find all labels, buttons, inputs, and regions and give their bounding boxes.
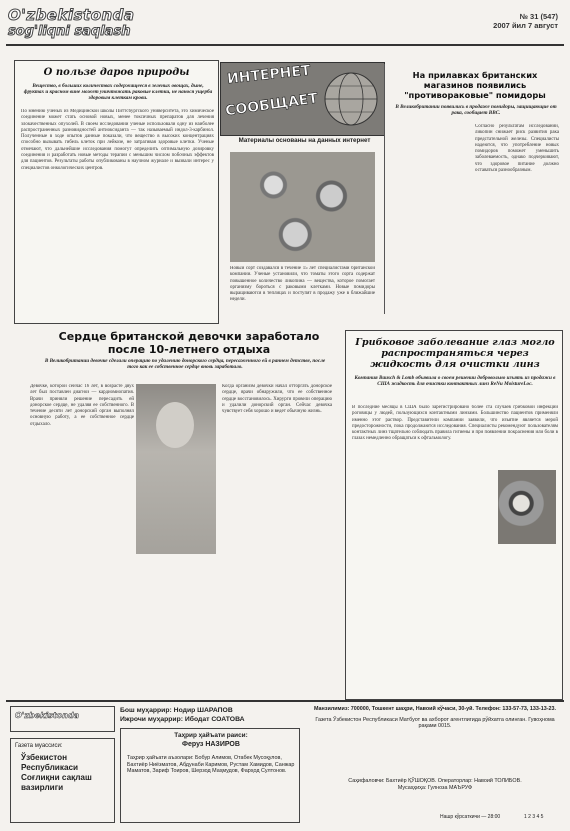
globe-icon [321,69,381,129]
tomatoes-photo [230,152,375,262]
banner-caption: Материалы основаны на данных интернет [238,137,371,144]
price-line: Нашр кўрсаткичи — 28:00 [440,814,501,820]
article-gifts-body: По мнению ученых из Медицинской школы Питтсбургского университета, это химическое соединение может стать основой новых, менее токсичных препаратов для лечения злокачественных опухолей. В своем исследовании ученые использовали одну из наиболее распространенных разновидностей антиоксиданта — так называемый индол-3-карбинол. Полученные в ходе опытов данные показали, что вещество в высоких концентрациях способно вызывать гибель клеток при лейкозе, не затрагивая здоровые клетки. Ученые отмечают, что дальнейшие исследования помогут определить оптимальную дозировку соединения и разработать новые методы терапии с меньшим числом побочных эффектов для пациентов. Результаты работы опубликованы в научном журнале и вызвали интерес у специалистов онкологических центров. [21,109,214,171]
heart-photo [136,384,216,554]
founder-lines [21,753,92,793]
article-tomatoes-body-right: Согласно результатам исследований, ликопин снижает риск развития рака предстательной железы. Специалисты надеются, что употребление новых помидоров поможет уменьшить заболеваемость, однако подчеркивают, что здоровое питание должно оставаться разнообразным. [475,124,559,174]
council-members: Таҳрир ҳайъати аъзолари: Бобур Алимов, Отабек Мусоқулов, Бахтиёр Ниёзматов, Абдунаби Каримов, Рустам Хамидов, Санжар Маматов, Зариф Тоиров, Шерзод Маҳмудов, Фарҳод Султонов. [127,755,295,775]
masthead-title: O'zbekistonda [8,6,135,24]
editorial-council [120,728,300,823]
article-fungus-title: Грибковое заболевание глаз могло распространяться через жидкость для очистки линз [355,337,555,370]
footer-address-block [306,706,564,730]
founder-line: Ўзбекистон [21,753,68,762]
footer-logo: O'zbekistonda [15,711,80,720]
article-gifts [14,60,219,324]
article-heart-lead: В Великобритании девочке сделали операцию по удалению донорского сердца, пересаженного ей в раннем детстве, после того как ее собственное сердце вновь заработало. [44,358,326,371]
article-tomatoes-lead: В Великобритании появились в продаже помидоры, защищающие от рака, сообщает BBC. [395,104,557,117]
registration: Газета Ўзбекистон Республикаси Матбуот ва ахборот агентлигида рўйхатга олинган. Гувоҳнома рақами 0015. [315,716,555,730]
masthead-rule [6,44,564,46]
deputy-editor: Ижрочи муҳаррир: Ибодат СОАТОВА [120,716,245,723]
footer-logo-box [10,706,115,732]
article-gifts-lead: Вещество, в больших количествах содержащееся в зеленых овощах, дыне, фруктах и красном вине может уничтожать раковые клетки, не нанося ущерба здоровым клеткам крови. [23,83,213,102]
internet-banner [220,62,385,136]
founder-label: Газета муассиси: [15,743,63,749]
founder-line: Республикаси [21,763,79,772]
article-tomatoes-title: На прилавках британских магазинов появились "противораковые" помидоры [404,70,546,100]
article-fungus-lead: Компания Bausch & Lomb объявила о своем решении добровольно изъять из продажи в США жидкость для очистки контактных линз ReNu MoistureLoc. [354,375,556,388]
issue-info [493,12,558,30]
issue-number: № 31 (547) [519,12,558,21]
article-gifts-title: О пользе даров природы [43,67,190,78]
article-fungus-body: В последние месяцы в США было зарегистрировано более ста случаев грибковой инфекции роговицы у людей, пользующихся контактными линзами. Большинство пациентов применяли именно этот раствор. Представители компании заявили, что изъятие является мерой предосторожности, пока продолжаются исследования. Специалисты рекомендуют пользователям контактных линз тщательно соблюдать правила гигиены и при появлении покраснения или боли в глазах немедленно обращаться к офтальмологу. [352,405,558,442]
banner-word-reports: СООБЩАЕТ [224,90,319,120]
address: Манзилимиз: 700000, Тошкент шаҳри, Навоий кўчаси, 30-уй. Телефон: 133-57-73, 133-13-23. [313,706,556,712]
girl-portrait [156,402,194,448]
council-title: Таҳрир ҳайъати раиси: [174,732,248,739]
footer-founder [10,738,115,823]
footer-rule [6,700,564,702]
article-heart-body-left: Девочке, которой сейчас 16 лет, в возрасте двух лет был поставлен диагноз — кардиомиопатия. Врачи приняли решение пересадить ей донорское сердце, не удаляя ее собственного. В течение десяти лет донорский орган выполнял основную работу, а ее собственное сердце отдыхало. [30,384,134,427]
council-chair: Феруз НАЗИРОВ [182,741,240,748]
article-heart-body-right: Когда организм девочки начал отторгать донорское сердце, врачи обнаружили, что ее собственное сердце восстановилось. Хирурги провели операцию и удалили донорский орган. Сейчас девочка чувствует себя хорошо и ведет обычную жизнь. [222,384,332,415]
masthead-subtitle: sog'liqni saqlash [8,24,131,39]
page-marks: 1 2 3 4 5 [524,814,544,820]
footer-credits [306,778,564,791]
article-heart-title: Сердце британской девочки заработало после 10-летнего отдыха [58,330,320,356]
issue-date: 2007 йил 7 август [493,21,558,30]
editors [120,706,300,724]
chief-editor: Бош муҳаррир: Нодир ШАРАПОВ [120,707,233,714]
credits: Саҳифаловчи: Бахтиёр ҚЎШОҚОВ. Операторлар: Навоий ТОЛИБОВ. [348,778,522,784]
article-tomatoes-body-left: Новый сорт создавался в течение 15 лет специалистами британской компании. Ученые установили, что томаты этого сорта содержат повышенное количество ликопина — вещества, которое помогает организму бороться с раковыми клетками. Новые помидоры выращиваются в теплицах и поступят в продажу уже в ближайшие недели. [230,266,375,303]
founder-line: Соғлиқни сақлаш [21,773,92,782]
article-tomatoes [384,64,562,314]
banner-word-internet: ИНТЕРНЕТ [226,62,312,88]
founder-line: вазирлиги [21,783,64,792]
eye-photo [498,470,556,544]
credits-2: Мусаҳҳиҳа: Гулноза МАЪРУФ [397,784,473,791]
